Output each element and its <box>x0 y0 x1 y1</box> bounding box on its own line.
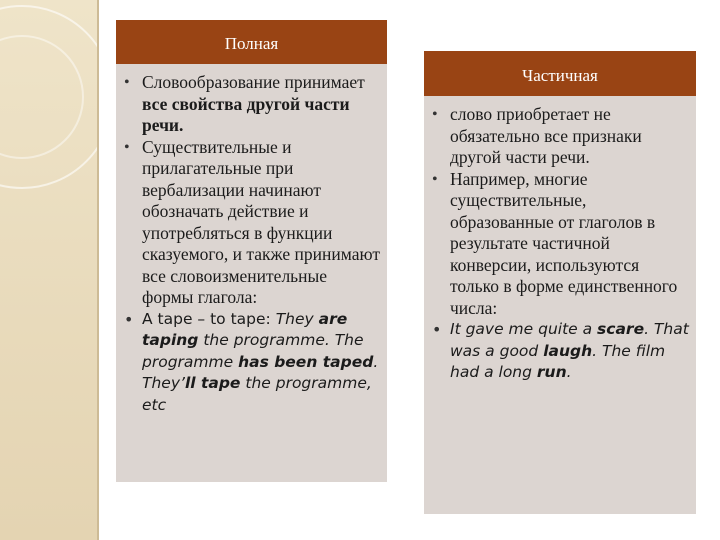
divider <box>97 0 99 540</box>
bullet-icon: • <box>432 106 438 123</box>
bullet-list <box>116 64 387 416</box>
list-item: • It gave me quite a scare. That was a good laugh. The film had a long run. <box>432 320 689 381</box>
bullet-icon: • <box>432 320 442 339</box>
decorative-side-strip <box>0 0 97 540</box>
bullet-icon: • <box>432 170 438 188</box>
panel-title: Полная <box>116 20 387 64</box>
panel-title: Частичная <box>424 51 696 96</box>
list-item: • слово приобретает не обязательно все признаки другой части речи. <box>432 104 642 167</box>
full-conversion-panel <box>116 20 387 482</box>
list-item: • Существительные и прилагательные при вербализации начинают обозначать действие и употребляться в функции сказуемого, и также принимают все словоизменительные формы глагола: <box>124 136 380 307</box>
bullet-icon: • <box>124 138 130 156</box>
list-item: • A tape – to tape: They are taping the programme. The programme has been taped. They’ll tape the programme, etc <box>124 309 379 414</box>
bullet-list <box>424 96 696 384</box>
list-item: • Например, многие существительные, образованные от глаголов в результате частичной конверсии, используются только в форме единственного числа: <box>432 168 678 318</box>
list-item: • Словообразование принимает все свойства другой части речи. <box>124 72 365 135</box>
bullet-icon: • <box>124 74 130 91</box>
partial-conversion-panel <box>424 51 696 514</box>
bullet-icon: • <box>124 309 134 329</box>
